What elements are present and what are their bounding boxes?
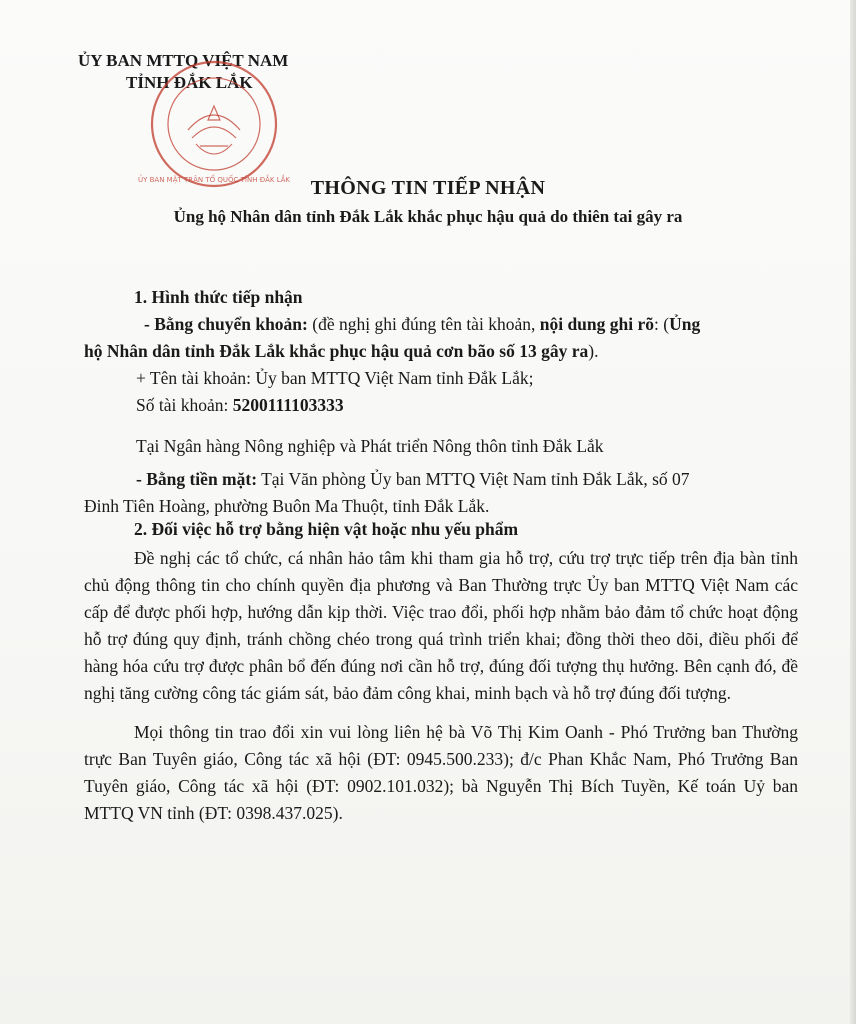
section1-heading: 1. Hình thức tiếp nhận [134,287,303,307]
issuing-organization [78,50,378,94]
transfer-line1 [84,311,798,338]
cash-text-a: Tại Văn phòng Ủy ban MTTQ Việt Nam tỉnh Đắk Lắk, số 07 [257,469,690,489]
transfer-line2 [84,338,798,365]
account-number-label: Số tài khoản: [136,395,233,415]
transfer-label: - Bằng chuyển khoản: [144,314,308,334]
cash-label: - Bằng tiền mặt: [136,469,258,489]
transfer-note-b: : ( [654,314,670,334]
document-subtitle: Ủng hộ Nhân dân tỉnh Đắk Lắk khắc phục hậu quả do thiên tai gây ra [173,207,683,226]
transfer-content-b: hộ Nhân dân tỉnh Đắk Lắk khắc phục hậu quả cơn bão số 13 gây ra [84,341,589,361]
section-in-kind-support [84,516,798,827]
transfer-note-a: (đề nghị ghi đúng tên tài khoản, [307,314,540,334]
transfer-content-end: ). [588,341,599,361]
document-title: THÔNG TIN TIẾP NHẬN [310,177,546,199]
seal-lettering: ỦY BAN MẶT TRẬN TỔ QUỐC TỈNH ĐẮK LẮK [138,176,290,184]
bank-name: Tại Ngân hàng Nông nghiệp và Phát triển Nông thôn tỉnh Đắk Lắk [136,436,604,456]
cash-line2: Đinh Tiên Hoàng, phường Buôn Ma Thuột, tỉnh Đắk Lắk. [84,496,490,516]
transfer-content-a: Ủng [669,314,701,334]
page-edge-shadow [850,0,856,1024]
section2-heading: 2. Đối việc hỗ trợ bằng hiện vật hoặc nhu yếu phẩm [134,519,519,539]
org-name-line1: ỦY BAN MTTQ VIỆT NAM [78,51,289,70]
account-number-line [84,392,798,419]
transfer-note-bold: nội dung ghi rõ [539,314,654,334]
account-number: 5200111103333 [232,395,344,415]
section2-paragraph1: Đề nghị các tổ chức, cá nhân hảo tâm khi tham gia hỗ trợ, cứu trợ trực tiếp trên địa bàn tỉnh chủ động thông tin cho chính quyền địa phương và Ban Thường trực Ủy ban MTTQ Việt Nam các cấp để được phối hợp, hướng dẫn kịp thời. Việc trao đổi, phối hợp nhằm bảo đảm tổ chức hoạt động hỗ trợ đúng quy định, tránh chồng chéo trong quá trình triển khai; đồng thời theo dõi, điều phối để hàng hóa cứu trợ được phân bổ đến đúng nơi cần hỗ trợ, đúng đối tượng thụ hưởng. Bên cạnh đó, đề nghị tăng cường công tác giám sát, bảo đảm công khai, minh bạch và hỗ trợ đúng đối tượng. [84,548,798,703]
cash-line1 [84,466,798,493]
account-name: + Tên tài khoản: Ủy ban MTTQ Việt Nam tỉnh Đắk Lắk; [136,368,534,388]
section-receiving-methods [84,284,798,520]
org-name-line2: TỈNH ĐẮK LẮK [126,73,253,92]
section2-paragraph2: Mọi thông tin trao đổi xin vui lòng liên hệ bà Võ Thị Kim Oanh - Phó Trưởng ban Thường trực Ban Tuyên giáo, Công tác xã hội (ĐT: 0945.500.233); đ/c Phan Khắc Nam, Phó Trưởng Ban Tuyên giáo, Công tác xã hội (ĐT: 0902.101.032); bà Nguyễn Thị Bích Tuyền, Kế toán Uỷ ban MTTQ VN tỉnh (ĐT: 0398.437.025). [84,722,798,823]
